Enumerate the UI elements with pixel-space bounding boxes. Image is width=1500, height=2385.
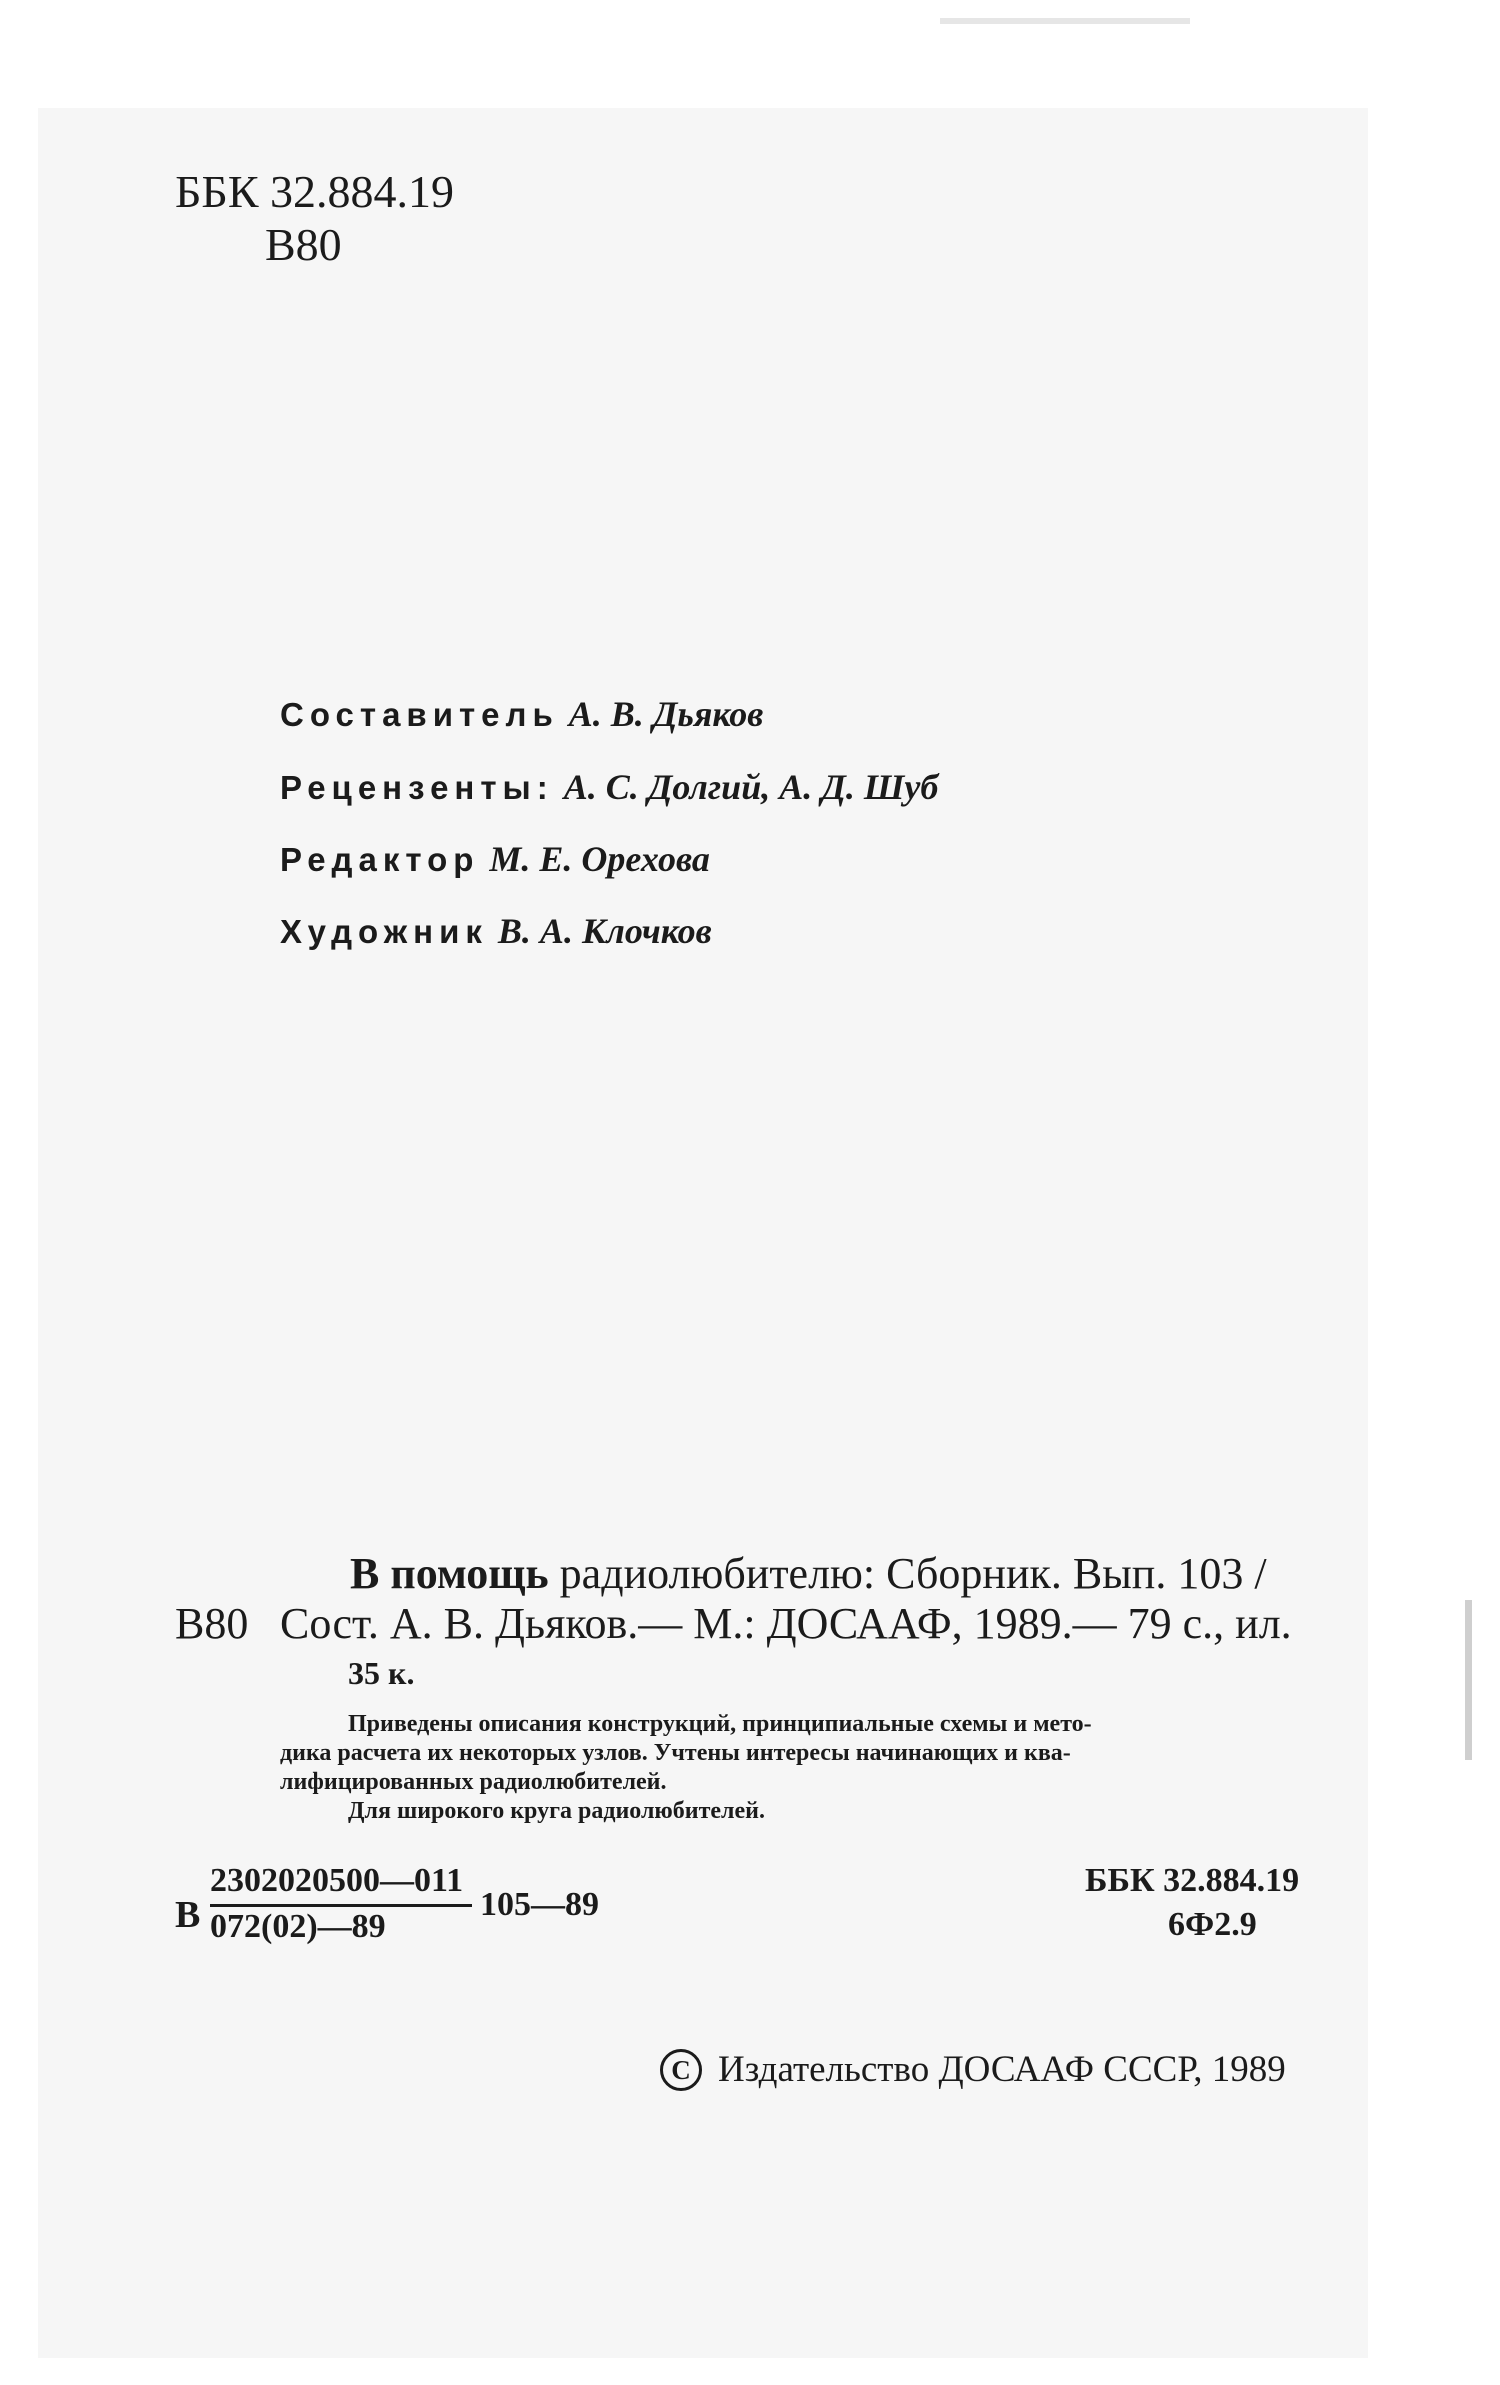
card-title-lead: В помощь <box>350 1549 549 1598</box>
author-index-top: В80 <box>265 219 342 270</box>
annotation-line: лифицированных радиолюбителей. <box>280 1769 667 1795</box>
credit-compiler <box>280 693 763 735</box>
credit-name: А. В. Дьяков <box>568 694 764 734</box>
copyright-icon: C <box>660 2049 702 2091</box>
annotation-line: Для широкого круга радиолюбителей. <box>348 1798 765 1824</box>
card-price: 35 к. <box>348 1655 415 1691</box>
credit-name: А. С. Долгий, А. Д. Шуб <box>563 767 939 807</box>
annotation-line: дика расчета их некоторых узлов. Учтены интересы начинающих и ква- <box>280 1740 1071 1766</box>
card-author-index: В80 <box>175 1599 249 1648</box>
card-title-rest: радиолюбителю: Сборник. Вып. 103 / <box>548 1549 1267 1598</box>
credit-editor <box>280 838 710 880</box>
fraction-letter: В <box>175 1894 201 1936</box>
credit-reviewers <box>280 766 938 808</box>
credit-name: М. Е. Орехова <box>489 839 710 879</box>
credit-role: Редактор <box>280 841 480 878</box>
fraction-numerator: 2302020500—011 <box>210 1862 464 1899</box>
card-imprint: Сост. А. В. Дьяков.— М.: ДОСААФ, 1989.— 79 с., ил. <box>280 1599 1292 1648</box>
bbk-code-top: ББК 32.884.19 <box>175 166 455 217</box>
paper-sheet <box>38 108 1368 2358</box>
credit-role: Составитель <box>280 696 559 733</box>
credit-role: Художник <box>280 913 488 950</box>
bbk-code-bottom: ББК 32.884.19 <box>1085 1862 1300 1899</box>
copyright-line <box>660 2045 1286 2091</box>
card-title <box>350 1548 1267 1599</box>
copyright-text: Издательство ДОСААФ СССР, 1989 <box>718 2049 1286 2091</box>
fraction-code: 105—89 <box>480 1886 599 1923</box>
credit-role: Рецензенты: <box>280 769 554 806</box>
annotation-line: Приведены описания конструкций, принципиальные схемы и мето- <box>348 1711 1092 1737</box>
scan-mark <box>1465 1600 1472 1760</box>
scan-mark <box>940 18 1190 24</box>
bbk-index-bottom: 6Ф2.9 <box>1168 1906 1257 1943</box>
credit-name: В. А. Клочков <box>497 911 712 951</box>
fraction-bar <box>210 1904 472 1907</box>
credit-artist <box>280 910 712 952</box>
fraction-denominator: 072(02)—89 <box>210 1908 386 1945</box>
